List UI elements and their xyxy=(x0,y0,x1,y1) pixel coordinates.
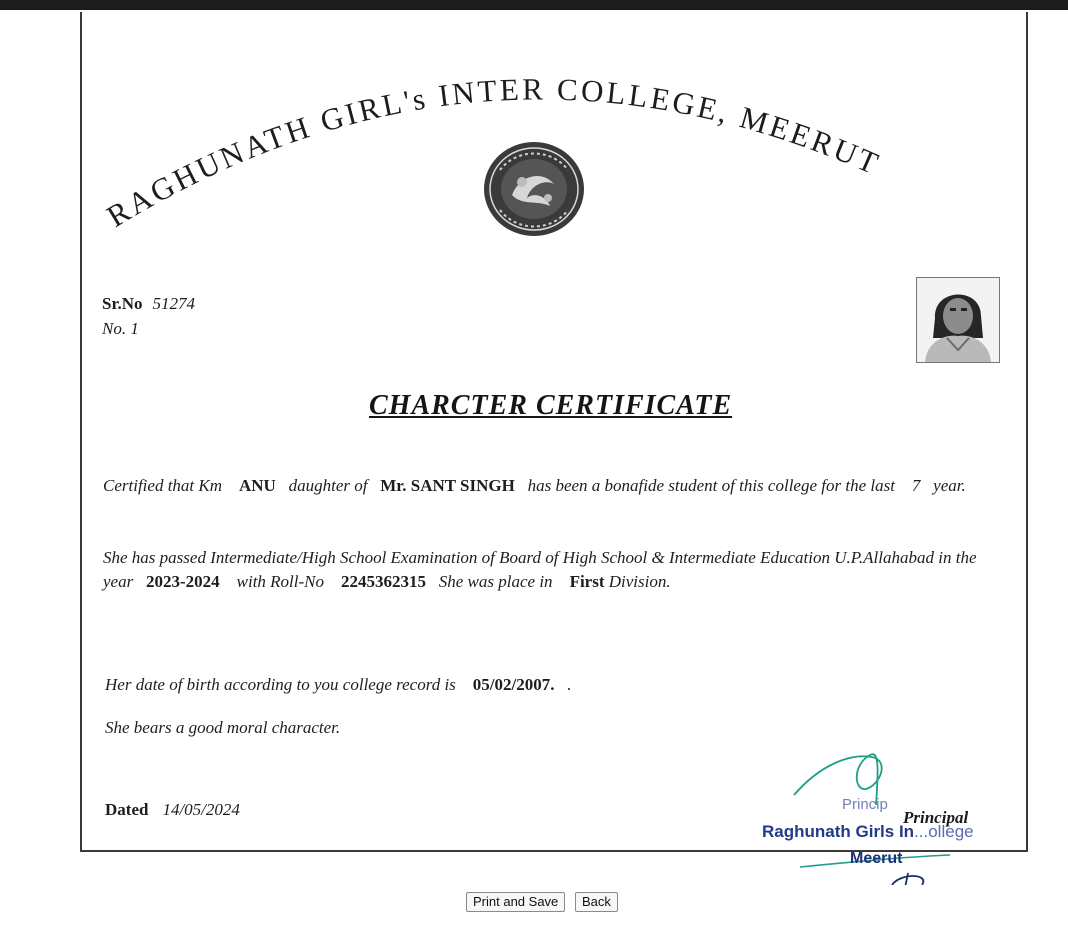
roll-number: 2245362315 xyxy=(341,572,427,591)
serial-number-label: Sr.No xyxy=(102,294,143,313)
date-of-birth: 05/02/2007. xyxy=(472,675,555,694)
stamp-line-1: Princip xyxy=(842,796,888,813)
division: First xyxy=(569,572,605,591)
back-button[interactable]: Back xyxy=(575,892,618,912)
dated-label: Dated xyxy=(105,800,149,819)
serial-number xyxy=(102,294,195,314)
p3-text-a: Her date of birth according to you college record is xyxy=(105,675,456,694)
dated-value: 14/05/2024 xyxy=(162,800,240,819)
principal-label: Principal xyxy=(903,808,969,827)
p1-text-a: Certified that Km xyxy=(103,476,222,495)
p2-text-d: Division. xyxy=(608,572,671,591)
paragraph-dob xyxy=(105,673,572,697)
top-bar xyxy=(0,0,1068,10)
p1-text-c: has been a bonafide student of this college for the last xyxy=(527,476,895,495)
p2-text-b: with Roll-No xyxy=(236,572,325,591)
student-name: ANU xyxy=(239,476,276,495)
paragraph-exam xyxy=(103,546,998,594)
college-name: RAGHUNATH GIRL's INTER COLLEGE, MEERUT xyxy=(100,71,886,234)
certificate-title: CHARCTER CERTIFICATE xyxy=(369,390,733,421)
paragraph-character: She bears a good moral character. xyxy=(105,718,341,737)
father-name: Mr. SANT SINGH xyxy=(380,476,515,495)
serial-number-value: 51274 xyxy=(152,294,195,313)
p1-text-d: year. xyxy=(933,476,966,495)
stamp-line-2 xyxy=(762,822,974,842)
dated-line xyxy=(105,800,240,820)
stamp-line-3: Meerut xyxy=(850,850,903,867)
record-number: No. 1 xyxy=(102,319,139,338)
p2-text-c: She was place in xyxy=(438,572,553,591)
p1-text-b: daughter of xyxy=(288,476,368,495)
years-count: 7 xyxy=(911,476,921,495)
student-photo-icon xyxy=(917,278,999,362)
college-seal-icon xyxy=(482,140,586,238)
stamp-line-2b: ...ollege xyxy=(914,822,974,841)
exam-year: 2023-2024 xyxy=(145,572,220,591)
p2-text-a: She has passed Intermediate/High School Examination of Board of High School & Intermediate Education U.P.Allahabad in the year xyxy=(103,548,977,591)
print-and-save-button[interactable]: Print and Save xyxy=(466,892,565,912)
student-photo xyxy=(916,277,1000,363)
stamp-line-2a: Raghunath Girls In xyxy=(762,822,915,841)
p3-text-b: . xyxy=(567,675,572,694)
paragraph-bonafide xyxy=(103,474,998,498)
